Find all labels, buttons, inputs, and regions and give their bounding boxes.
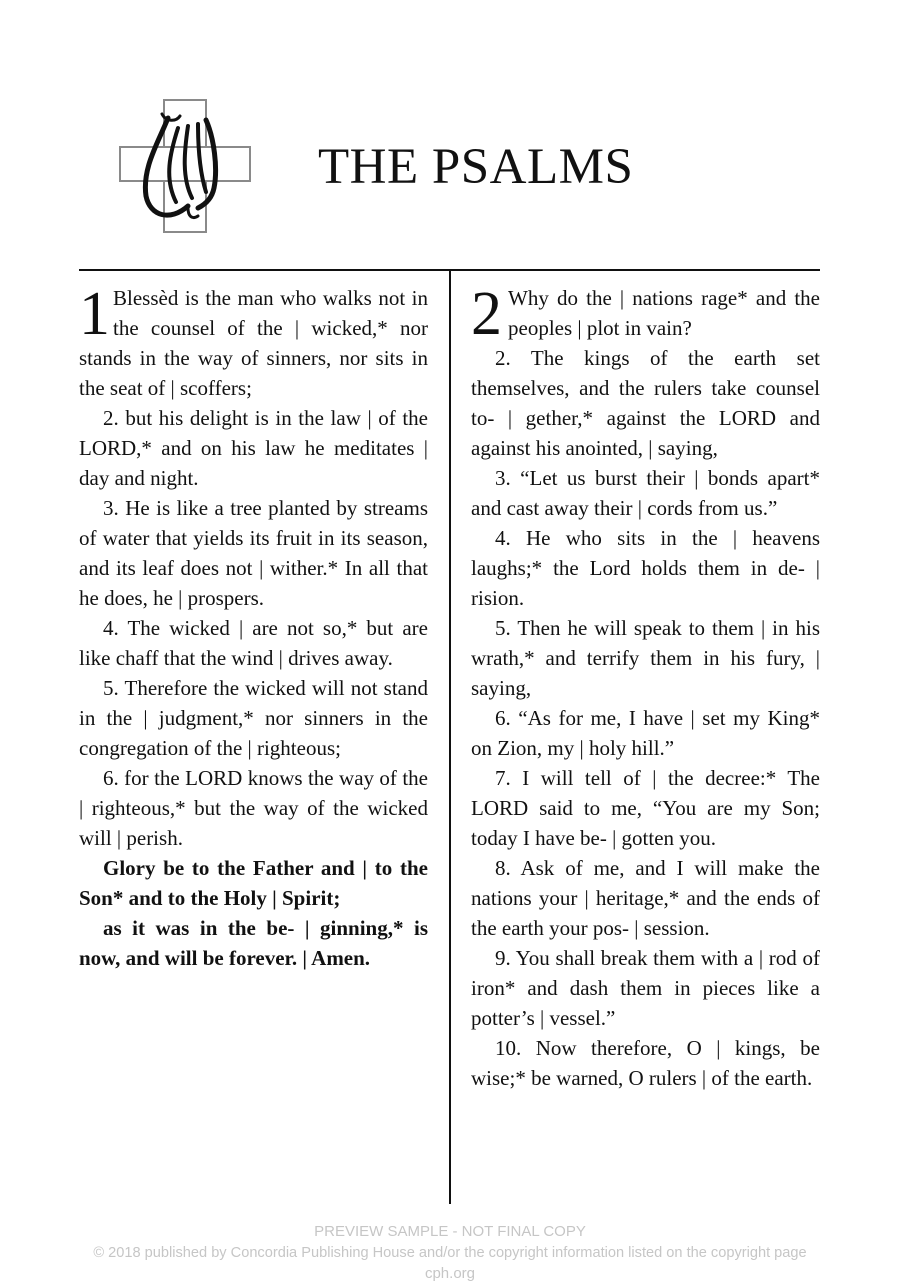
page-title: THE PSALMS xyxy=(318,139,634,195)
cross-harp-icon xyxy=(118,98,252,234)
verse-4: 4. He who sits in the | heavens laughs;* the Lord holds them in de- | rision. xyxy=(471,526,820,610)
verse-3: 3. He is like a tree planted by streams of water that yields its fruit in its season, and its leaf does not | wither.* In all that he does, he | prospers. xyxy=(79,496,428,610)
verse-10: 10. Now therefore, O | kings, be wise;* be warned, O rulers | of the earth. xyxy=(471,1036,820,1090)
verse-5: 5. Therefore the wicked will not stand in the | judgment,* nor sinners in the congregation of the | righteous; xyxy=(79,676,428,760)
verse-8: 8. Ask of me, and I will make the nations your | heritage,* and the ends of the earth your pos- | session. xyxy=(471,856,820,940)
gloria-line-2: as it was in the be- | ginning,* is now, and will be forever. | Amen. xyxy=(79,916,428,970)
psalm-number: 2 xyxy=(471,280,502,348)
verse-1: 2 Why do the | nations rage* and the peoples | plot in vain? xyxy=(471,280,826,348)
psalm-2-column xyxy=(471,280,826,1093)
verse-1: 1 Blessèd is the man who walks not in the counsel of the | wicked,* nor stands in the way of sinners, nor sits in the seat of | scoffers; xyxy=(79,280,434,400)
psalm-1-column xyxy=(79,280,434,973)
verse-2: 2. The kings of the earth set themselves, and the rulers take counsel to- | gether,* against the LORD and against his anointed, | saying, xyxy=(471,346,820,460)
verse-3: 3. “Let us burst their | bonds apart* and cast away their | cords from us.” xyxy=(471,466,820,520)
psalm-number: 1 xyxy=(79,280,110,348)
verse-6: 6. for the LORD knows the way of the | righteous,* but the way of the wicked will | perish. xyxy=(79,766,428,850)
verse-2: 2. but his delight is in the law | of the LORD,* and on his law he meditates | day and night. xyxy=(79,406,428,490)
verse-5: 5. Then he will speak to them | in his wrath,* and terrify them in his fury, | saying, xyxy=(471,616,820,700)
verse-9: 9. You shall break them with a | rod of iron* and dash them in pieces like a potter’s | vessel.” xyxy=(471,946,820,1030)
verse-6: 6. “As for me, I have | set my King* on Zion, my | holy hill.” xyxy=(471,706,820,760)
gloria-line-1: Glory be to the Father and | to the Son* and to the Holy | Spirit; xyxy=(79,856,428,910)
copyright-notice: © 2018 published by Concordia Publishing House and/or the copyright information listed on the copyright page xyxy=(93,1245,807,1261)
column-divider xyxy=(449,271,451,1204)
preview-notice: PREVIEW SAMPLE - NOT FINAL COPY xyxy=(314,1223,586,1240)
publisher-url: cph.org xyxy=(424,1265,476,1282)
verse-4: 4. The wicked | are not so,* but are like chaff that the wind | drives away. xyxy=(79,616,428,670)
verse-7: 7. I will tell of | the decree:* The LORD said to me, “You are my Son; today I have be- | gotten you. xyxy=(471,766,820,850)
